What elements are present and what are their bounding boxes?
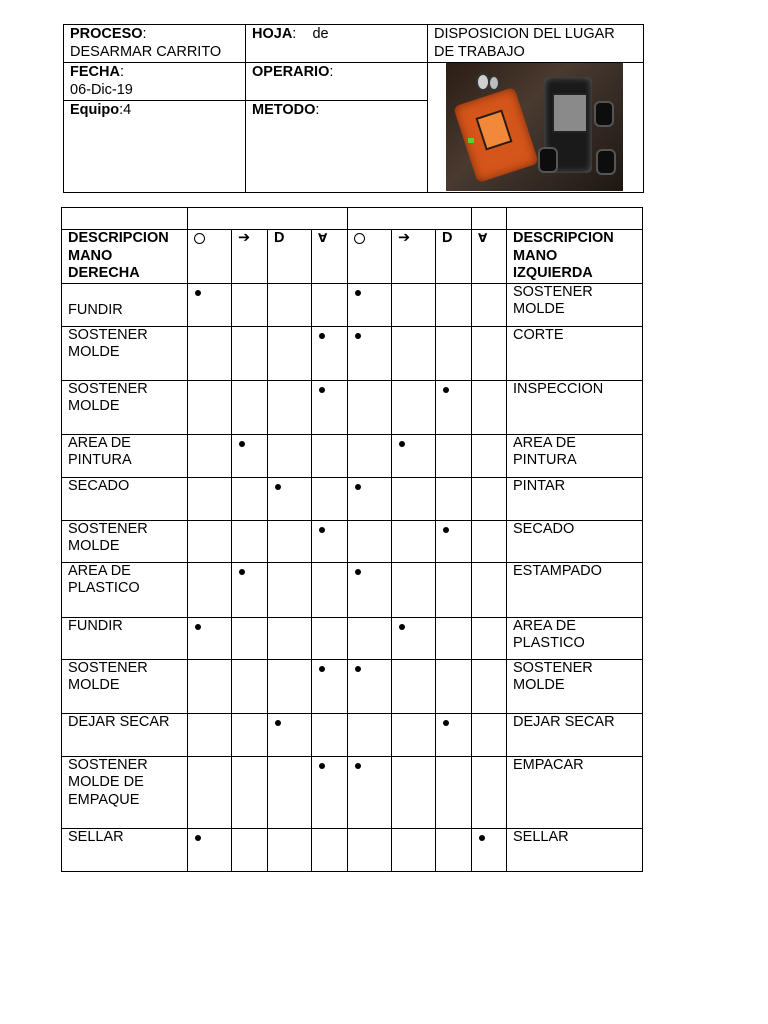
right-hand-description: FUNDIR xyxy=(62,617,188,659)
bullet-mark-icon xyxy=(355,333,361,339)
mark-cell xyxy=(268,828,312,871)
mark-cell xyxy=(268,477,312,520)
bullet-mark-icon xyxy=(399,624,405,630)
symbol-cell xyxy=(392,230,436,284)
photo-wheel xyxy=(596,149,616,175)
table-row xyxy=(62,283,643,326)
right-hand-description: FUNDIR xyxy=(62,283,188,326)
mark-cell xyxy=(472,477,507,520)
mark-cell xyxy=(232,434,268,477)
mark-cell xyxy=(268,713,312,756)
header-table xyxy=(63,24,644,193)
mark-cell xyxy=(348,617,392,659)
mark-cell xyxy=(436,477,472,520)
equipo-value: 4 xyxy=(123,102,132,118)
mark-cell xyxy=(392,562,436,617)
operation-circle-icon xyxy=(354,233,365,244)
mark-cell xyxy=(436,283,472,326)
bullet-mark-icon xyxy=(275,484,281,490)
left-hand-description: SELLAR xyxy=(507,828,643,871)
transport-arrow-icon: ➔ xyxy=(398,230,411,246)
bullet-mark-icon xyxy=(443,720,449,726)
mark-cell xyxy=(472,283,507,326)
storage-triangle-icon: ∀ xyxy=(318,231,328,245)
blank-cell xyxy=(472,208,507,230)
table-row xyxy=(62,828,643,871)
mark-cell xyxy=(392,828,436,871)
mark-cell xyxy=(472,617,507,659)
right-hand-description: SELLAR xyxy=(62,828,188,871)
right-hand-description: SOSTENER MOLDE xyxy=(62,659,188,713)
mark-cell xyxy=(188,477,232,520)
mark-cell xyxy=(268,562,312,617)
table-row xyxy=(62,326,643,380)
mark-cell xyxy=(472,520,507,562)
bullet-mark-icon xyxy=(399,441,405,447)
two-hand-chart-table xyxy=(61,207,643,872)
mark-cell xyxy=(392,326,436,380)
mark-cell xyxy=(348,434,392,477)
symbol-cell xyxy=(312,230,348,284)
mark-cell xyxy=(348,659,392,713)
mark-cell xyxy=(188,659,232,713)
right-hand-description: SOSTENER MOLDE DE EMPAQUE xyxy=(62,756,188,828)
bullet-mark-icon xyxy=(319,333,325,339)
mark-cell xyxy=(392,617,436,659)
hoja-label: HOJA xyxy=(252,26,293,42)
table-row xyxy=(62,380,643,434)
mark-cell xyxy=(232,562,268,617)
mark-cell xyxy=(392,756,436,828)
mark-cell xyxy=(188,756,232,828)
mark-cell xyxy=(312,477,348,520)
mark-cell xyxy=(472,434,507,477)
mark-cell xyxy=(392,659,436,713)
mark-cell xyxy=(348,562,392,617)
bullet-mark-icon xyxy=(479,835,485,841)
operation-circle-icon xyxy=(194,233,205,244)
blank-cell xyxy=(62,208,188,230)
mark-cell xyxy=(436,326,472,380)
left-hand-description: INSPECCION xyxy=(507,380,643,434)
mark-cell xyxy=(392,434,436,477)
mark-cell xyxy=(392,713,436,756)
mark-cell xyxy=(232,828,268,871)
left-hand-description: SOSTENER MOLDE xyxy=(507,659,643,713)
mark-cell xyxy=(472,828,507,871)
mark-cell xyxy=(268,283,312,326)
mark-cell xyxy=(392,283,436,326)
left-hand-description: PINTAR xyxy=(507,477,643,520)
mark-cell xyxy=(472,713,507,756)
mark-cell xyxy=(312,326,348,380)
right-hand-description: SOSTENER MOLDE xyxy=(62,326,188,380)
mark-cell xyxy=(472,326,507,380)
operario-cell: OPERARIO: xyxy=(246,63,428,101)
mark-cell xyxy=(188,828,232,871)
mark-cell xyxy=(348,326,392,380)
mark-cell xyxy=(312,283,348,326)
mark-cell xyxy=(312,434,348,477)
mark-cell xyxy=(312,659,348,713)
mark-cell xyxy=(188,562,232,617)
mark-cell xyxy=(472,756,507,828)
mark-cell xyxy=(268,659,312,713)
mark-cell xyxy=(232,659,268,713)
hoja-cell: HOJA: de xyxy=(246,25,428,63)
bullet-mark-icon xyxy=(355,290,361,296)
mark-cell xyxy=(312,828,348,871)
bullet-mark-icon xyxy=(319,666,325,672)
blank-cell xyxy=(188,208,348,230)
mark-cell xyxy=(268,434,312,477)
symbol-cell xyxy=(472,230,507,284)
left-hand-description: EMPACAR xyxy=(507,756,643,828)
right-hand-description: SECADO xyxy=(62,477,188,520)
mark-cell xyxy=(188,713,232,756)
bullet-mark-icon xyxy=(355,666,361,672)
mark-cell xyxy=(436,659,472,713)
blank-top-row xyxy=(62,208,643,230)
mark-cell xyxy=(312,756,348,828)
left-hand-description: SOSTENER MOLDE xyxy=(507,283,643,326)
proceso-label: PROCESO xyxy=(70,26,143,42)
mark-cell xyxy=(436,434,472,477)
proceso-value: DESARMAR CARRITO xyxy=(70,43,222,60)
mark-cell xyxy=(436,520,472,562)
transport-arrow-icon: ➔ xyxy=(238,230,251,246)
left-hand-description: CORTE xyxy=(507,326,643,380)
photo-grey-part xyxy=(552,93,588,133)
fecha-label: FECHA xyxy=(70,64,120,80)
bullet-mark-icon xyxy=(195,835,201,841)
mark-cell xyxy=(232,477,268,520)
mark-cell xyxy=(188,283,232,326)
mark-cell xyxy=(188,520,232,562)
table-row xyxy=(62,617,643,659)
mark-cell xyxy=(232,380,268,434)
blank-cell xyxy=(507,208,643,230)
fecha-cell: FECHA: 06-Dic-19 xyxy=(64,63,246,101)
table-row xyxy=(62,434,643,477)
photo-wheel xyxy=(538,147,558,173)
column-header-row xyxy=(62,230,643,284)
mark-cell xyxy=(348,283,392,326)
metodo-cell: METODO: xyxy=(246,101,428,193)
right-hand-description: DEJAR SECAR xyxy=(62,713,188,756)
mark-cell xyxy=(232,326,268,380)
mark-cell xyxy=(348,477,392,520)
mark-cell xyxy=(392,520,436,562)
table-row xyxy=(62,520,643,562)
delay-d-icon: D xyxy=(274,230,285,246)
mark-cell xyxy=(312,617,348,659)
mark-cell xyxy=(436,380,472,434)
equipo-cell: Equipo:4 xyxy=(64,101,246,193)
blank-cell xyxy=(348,208,472,230)
bullet-mark-icon xyxy=(319,527,325,533)
proceso-cell: PROCESO: DESARMAR CARRITO xyxy=(64,25,246,63)
mark-cell xyxy=(188,380,232,434)
fecha-value: 06-Dic-19 xyxy=(70,81,133,98)
mark-cell xyxy=(472,562,507,617)
right-hand-description: AREA DE PINTURA xyxy=(62,434,188,477)
hoja-value: de xyxy=(312,26,329,42)
metodo-label: METODO xyxy=(252,102,316,118)
mark-cell xyxy=(232,713,268,756)
mark-cell xyxy=(472,380,507,434)
mark-cell xyxy=(436,713,472,756)
symbol-cell xyxy=(348,230,392,284)
chart-body xyxy=(62,208,643,872)
mark-cell xyxy=(436,828,472,871)
left-hand-header: DESCRIPCION MANO IZQUIERDA xyxy=(507,230,643,284)
mark-cell xyxy=(348,713,392,756)
bullet-mark-icon xyxy=(239,569,245,575)
photo-wheel xyxy=(594,101,614,127)
bullet-mark-icon xyxy=(355,484,361,490)
photo-green-part xyxy=(468,138,474,143)
bullet-mark-icon xyxy=(195,624,201,630)
symbol-cell xyxy=(436,230,472,284)
right-hand-description: AREA DE PLASTICO xyxy=(62,562,188,617)
mark-cell xyxy=(312,520,348,562)
bullet-mark-icon xyxy=(275,720,281,726)
bullet-mark-icon xyxy=(355,763,361,769)
bullet-mark-icon xyxy=(355,569,361,575)
left-hand-description: AREA DE PLASTICO xyxy=(507,617,643,659)
mark-cell xyxy=(232,520,268,562)
mark-cell xyxy=(268,326,312,380)
table-row xyxy=(62,477,643,520)
mark-cell xyxy=(392,380,436,434)
mark-cell xyxy=(268,617,312,659)
left-hand-description: DEJAR SECAR xyxy=(507,713,643,756)
table-row xyxy=(62,713,643,756)
disposicion-cell xyxy=(428,25,644,63)
mark-cell xyxy=(188,326,232,380)
table-row xyxy=(62,562,643,617)
right-hand-description: SOSTENER MOLDE xyxy=(62,380,188,434)
workplace-photo xyxy=(446,63,623,191)
mark-cell xyxy=(436,756,472,828)
mark-cell xyxy=(348,756,392,828)
mark-cell xyxy=(232,756,268,828)
mark-cell xyxy=(436,562,472,617)
mark-cell xyxy=(436,617,472,659)
mark-cell xyxy=(232,283,268,326)
bullet-mark-icon xyxy=(195,290,201,296)
mark-cell xyxy=(268,756,312,828)
bullet-mark-icon xyxy=(319,763,325,769)
right-hand-description: SOSTENER MOLDE xyxy=(62,520,188,562)
mark-cell xyxy=(348,520,392,562)
bullet-mark-icon xyxy=(443,387,449,393)
mark-cell xyxy=(392,477,436,520)
mark-cell xyxy=(268,520,312,562)
bullet-mark-icon xyxy=(319,387,325,393)
bullet-mark-icon xyxy=(443,527,449,533)
mark-cell xyxy=(348,380,392,434)
table-row xyxy=(62,756,643,828)
mark-cell xyxy=(188,434,232,477)
photo-small-wheel xyxy=(488,75,500,91)
bullet-mark-icon xyxy=(239,441,245,447)
equipo-label: Equipo xyxy=(70,102,120,118)
symbol-cell xyxy=(232,230,268,284)
right-hand-header: DESCRIPCION MANO DERECHA xyxy=(62,230,188,284)
operario-label: OPERARIO xyxy=(252,64,330,80)
storage-triangle-icon: ∀ xyxy=(478,231,488,245)
mark-cell xyxy=(348,828,392,871)
left-hand-description: SECADO xyxy=(507,520,643,562)
symbol-cell xyxy=(268,230,312,284)
photo-cell xyxy=(428,63,644,193)
table-row xyxy=(62,659,643,713)
left-hand-description: AREA DE PINTURA xyxy=(507,434,643,477)
left-hand-description: ESTAMPADO xyxy=(507,562,643,617)
symbol-cell xyxy=(188,230,232,284)
delay-d-icon: D xyxy=(442,230,453,246)
mark-cell xyxy=(312,713,348,756)
mark-cell xyxy=(472,659,507,713)
mark-cell xyxy=(188,617,232,659)
mark-cell xyxy=(312,380,348,434)
mark-cell xyxy=(268,380,312,434)
disposicion-text: DISPOSICION DEL LUGAR DE TRABAJO xyxy=(434,26,615,60)
mark-cell xyxy=(312,562,348,617)
mark-cell xyxy=(232,617,268,659)
